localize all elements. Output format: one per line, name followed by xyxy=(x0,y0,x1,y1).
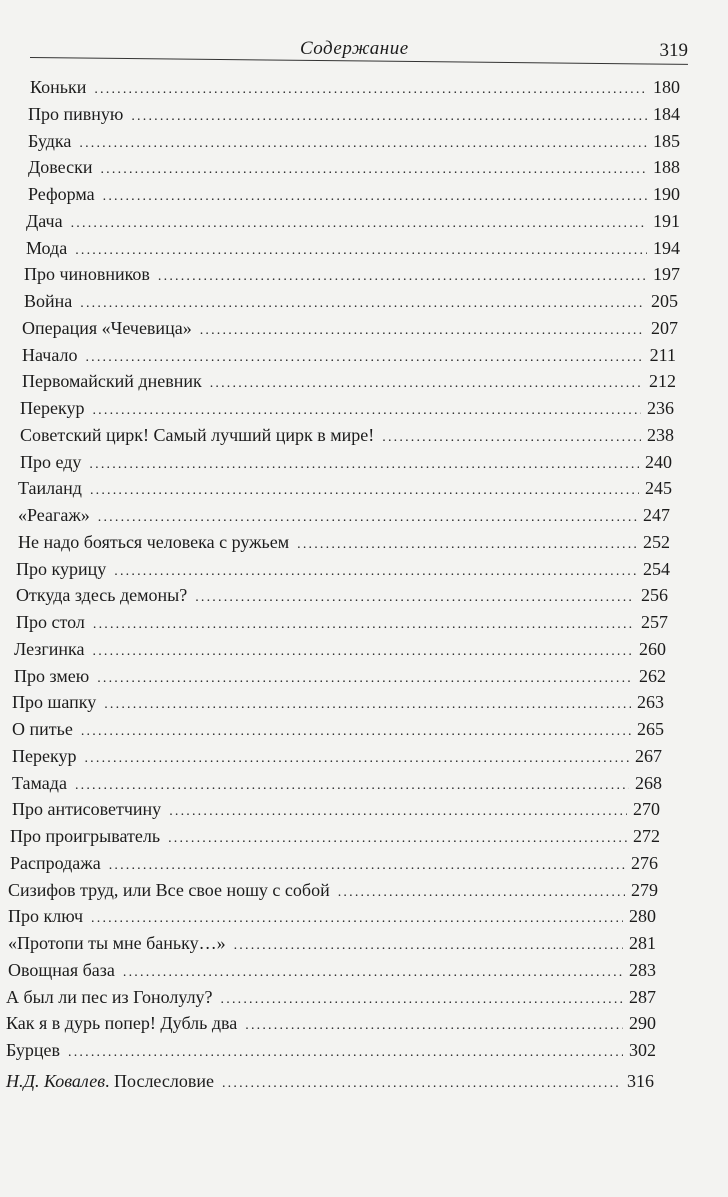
dot-leader xyxy=(195,585,635,612)
toc-entry xyxy=(0,1010,728,1037)
page-number: 319 xyxy=(659,40,688,61)
toc-entry xyxy=(0,315,728,342)
toc-entry-page: 272 xyxy=(633,826,660,846)
toc-entry-title: О питье xyxy=(12,719,73,739)
toc-entry-title: Про еду xyxy=(20,451,82,472)
toc-entry xyxy=(0,529,728,556)
toc-entry xyxy=(0,823,728,850)
toc-entry-page: 236 xyxy=(647,398,674,418)
toc-entry-page: 180 xyxy=(653,77,680,97)
toc-entry-title: Сизифов труд, или Все свое ношу с собой xyxy=(8,879,330,900)
table-of-contents xyxy=(0,74,728,1095)
dot-leader xyxy=(168,826,627,853)
toc-entry-page: 240 xyxy=(645,451,672,472)
toc-entry-page: 197 xyxy=(653,264,680,285)
dot-leader xyxy=(68,1040,623,1067)
dot-leader xyxy=(338,880,625,907)
dot-leader xyxy=(221,987,623,1014)
dot-leader xyxy=(93,612,635,639)
dot-leader xyxy=(98,505,637,532)
toc-entry-page: 254 xyxy=(643,558,670,579)
dot-leader xyxy=(210,371,643,398)
toc-entry-title: Перекур xyxy=(20,398,85,418)
toc-entry-title: Тамада xyxy=(12,772,67,793)
toc-entry-page: 281 xyxy=(629,933,656,953)
toc-entry-author: Н.Д. Ковалев xyxy=(6,1070,106,1091)
toc-entry-page: 287 xyxy=(629,986,656,1007)
dot-leader xyxy=(109,853,625,880)
toc-entry-title: Перекур xyxy=(12,745,77,766)
toc-entry-page: 245 xyxy=(645,478,672,499)
toc-entry xyxy=(0,208,728,235)
toc-entry xyxy=(0,743,728,770)
toc-entry-page: 247 xyxy=(643,505,670,525)
dot-leader xyxy=(114,559,637,586)
toc-entry-title: «Реагаж» xyxy=(18,505,90,525)
dot-leader xyxy=(382,425,641,452)
toc-entry-page: 268 xyxy=(635,772,662,793)
toc-entry-page: 190 xyxy=(653,184,680,204)
toc-entry-title: Советский цирк! Самый лучший цирк в мире! xyxy=(20,424,375,445)
toc-entry xyxy=(0,288,728,315)
toc-entry-title: Про проигрыватель xyxy=(10,826,161,846)
toc-entry xyxy=(0,903,728,930)
toc-entry-title: Про пивную xyxy=(28,103,124,124)
toc-entry-title: «Протопи ты мне баньку…» xyxy=(8,933,226,953)
dot-leader xyxy=(75,238,647,265)
toc-entry-page: 191 xyxy=(653,210,680,231)
toc-entry xyxy=(0,556,728,583)
toc-entry xyxy=(0,609,728,636)
toc-entry-page: 207 xyxy=(651,317,678,338)
toc-entry xyxy=(0,930,728,957)
toc-entry xyxy=(0,449,728,476)
toc-entry-page: 256 xyxy=(641,585,668,606)
dot-leader xyxy=(79,131,647,158)
toc-entry xyxy=(0,502,728,529)
toc-entry xyxy=(0,128,728,155)
toc-entry-title: Бурцев xyxy=(6,1040,61,1060)
toc-entry-page: 205 xyxy=(651,291,678,311)
toc-entry xyxy=(0,235,728,262)
running-head xyxy=(30,38,688,68)
toc-entry-page: 316 xyxy=(627,1070,654,1091)
toc-entry xyxy=(0,716,728,743)
dot-leader xyxy=(297,532,637,559)
toc-entry xyxy=(0,422,728,449)
dot-leader xyxy=(103,184,647,211)
toc-entry xyxy=(0,877,728,904)
toc-entry-page: 263 xyxy=(637,692,664,713)
toc-entry xyxy=(0,74,728,101)
toc-entry-page: 265 xyxy=(637,719,664,739)
toc-entry-title: Реформа xyxy=(28,184,95,204)
toc-entry xyxy=(0,1068,728,1095)
dot-leader xyxy=(93,639,633,666)
toc-entry-page: 185 xyxy=(653,130,680,151)
toc-entry xyxy=(0,689,728,716)
toc-entry-page: 211 xyxy=(649,344,676,365)
toc-entry-title: Овощная база xyxy=(8,959,115,980)
toc-entry-page: 270 xyxy=(633,799,660,820)
dot-leader xyxy=(245,1013,623,1040)
toc-entry-title: Не надо бояться человека с ружьем xyxy=(18,531,290,552)
toc-entry xyxy=(0,342,728,369)
toc-entry-page: 280 xyxy=(629,906,656,927)
toc-entry-title: Будка xyxy=(28,130,72,151)
dot-leader xyxy=(71,211,647,238)
toc-entry-title: Начало xyxy=(22,344,78,365)
toc-entry-page: 262 xyxy=(639,665,666,686)
toc-entry-page: 302 xyxy=(629,1040,656,1060)
toc-entry xyxy=(0,475,728,502)
toc-entry-title: Таиланд xyxy=(18,478,82,499)
toc-entry-page: 238 xyxy=(647,424,674,445)
toc-entry-title: Про антисоветчину xyxy=(12,799,162,820)
toc-entry xyxy=(0,395,728,422)
toc-entry-page: 276 xyxy=(631,852,658,873)
toc-entry-title: Коньки xyxy=(30,77,87,97)
dot-leader xyxy=(84,746,629,773)
toc-entry xyxy=(0,582,728,609)
toc-entry xyxy=(0,850,728,877)
toc-entry-title: Война xyxy=(24,291,73,311)
toc-entry-title: Лезгинка xyxy=(14,638,85,659)
dot-leader xyxy=(123,960,623,987)
toc-entry xyxy=(0,154,728,181)
toc-entry-page: 212 xyxy=(649,371,676,392)
toc-entry xyxy=(0,636,728,663)
toc-entry-title-text: . Послесловие xyxy=(105,1070,214,1091)
toc-entry xyxy=(0,796,728,823)
dot-leader xyxy=(85,345,643,372)
dot-leader xyxy=(158,264,647,291)
dot-leader xyxy=(89,452,639,479)
toc-entry-title xyxy=(6,1068,214,1095)
toc-entry-page: 267 xyxy=(635,745,662,766)
toc-entry-title: Про курицу xyxy=(16,558,107,579)
dot-leader xyxy=(92,398,641,425)
dot-leader xyxy=(91,906,623,933)
dot-leader xyxy=(81,719,631,746)
dot-leader xyxy=(94,77,647,104)
dot-leader xyxy=(131,104,647,131)
toc-entry xyxy=(0,181,728,208)
toc-entry-page: 290 xyxy=(629,1013,656,1034)
toc-entry-title: Про змею xyxy=(14,665,90,686)
toc-entry-page: 257 xyxy=(641,612,668,632)
toc-entry-title: Про чиновников xyxy=(24,264,150,285)
toc-entry-title: Откуда здесь демоны? xyxy=(16,585,188,606)
toc-entry xyxy=(0,1037,728,1064)
toc-entry xyxy=(0,770,728,797)
toc-entry-title: Мода xyxy=(26,237,68,258)
toc-entry xyxy=(0,957,728,984)
dot-leader xyxy=(100,157,647,184)
toc-entry-page: 279 xyxy=(631,879,658,900)
dot-leader xyxy=(90,478,639,505)
toc-entry-title: Про стол xyxy=(16,612,85,632)
dot-leader xyxy=(104,692,631,719)
toc-entry-title: Довески xyxy=(28,157,93,178)
running-title: Содержание xyxy=(300,38,409,59)
toc-entry-title: Как я в дурь попер! Дубль два xyxy=(6,1013,238,1034)
dot-leader xyxy=(75,773,629,800)
toc-entry xyxy=(0,368,728,395)
toc-entry-title: А был ли пес из Гонолулу? xyxy=(6,986,213,1007)
dot-leader xyxy=(200,318,645,345)
toc-entry-page: 184 xyxy=(653,103,680,124)
toc-entry-title: Про ключ xyxy=(8,906,84,927)
toc-entry-page: 194 xyxy=(653,237,680,258)
toc-entry-title: Про шапку xyxy=(12,692,97,713)
toc-entry-title: Операция «Чечевица» xyxy=(22,317,192,338)
dot-leader xyxy=(222,1071,621,1098)
toc-entry-page: 188 xyxy=(653,157,680,178)
toc-entry-page: 283 xyxy=(629,959,656,980)
toc-entry-page: 252 xyxy=(643,531,670,552)
toc-entry xyxy=(0,984,728,1011)
toc-entry-title: Первомайский дневник xyxy=(22,371,202,392)
toc-entry xyxy=(0,261,728,288)
dot-leader xyxy=(97,666,633,693)
dot-leader xyxy=(80,291,645,318)
toc-entry xyxy=(0,101,728,128)
toc-entry-page: 260 xyxy=(639,638,666,659)
dot-leader xyxy=(234,933,623,960)
toc-entry-title: Распродажа xyxy=(10,852,101,873)
dot-leader xyxy=(169,799,627,826)
toc-entry xyxy=(0,663,728,690)
toc-entry-title: Дача xyxy=(26,210,63,231)
